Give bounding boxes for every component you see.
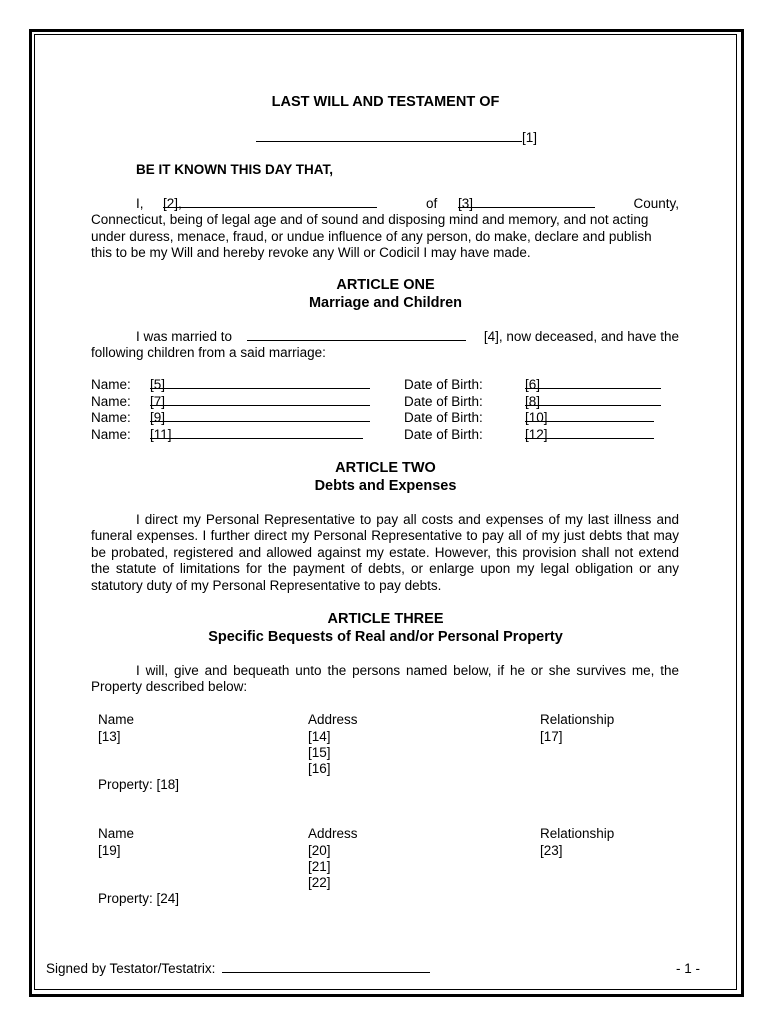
bequest-relationship-label: Relationship [540,826,615,841]
child-name-line [150,377,370,389]
bequest-name-field[interactable]: [13] [98,729,121,744]
article-two-body: I direct my Personal Representative to pay all costs and expenses of my last illness and funeral expenses. I further direct my Personal Representative to pay all of my just debts that may be probated, registered and allowed against my estate. However, this provision shall not extend the statute of limitations for the payment of debts, or enlarge upon my legal obligation or any statutory duty of my Personal Representative to pay debts. [91,512,679,593]
article-one-subheading: Marriage and Children [308,295,463,311]
bequest-relationship-label: Relationship [540,712,615,727]
signed-label: Signed by Testator/Testatrix: [46,961,216,976]
bequest-address-field[interactable]: [15] [308,745,331,760]
married-line [91,329,679,345]
intro-line-2: Connecticut, being of legal age and of sound and disposing mind and memory, and not acting [91,212,649,227]
field-3-number: [3] [458,196,474,211]
child-name-number: [7] [150,394,166,409]
page-number: - 1 - [676,961,701,976]
field-2-line [163,196,377,208]
child-dob-label: Date of Birth: [404,410,483,425]
bequest-address-field[interactable]: [14] [308,729,331,744]
testator-field-number: [1] [522,130,538,145]
intro-line-3: under duress, menace, fraud, or undue influence of any person, do make, declare and publish [91,229,652,244]
child-dob-number: [12] [525,427,548,442]
bequest-relationship-field[interactable]: [17] [540,729,563,744]
document-title: LAST WILL AND TESTAMENT OF [271,94,500,110]
child-dob-number: [6] [525,377,541,392]
married-suffix: [4], now deceased, and have the [483,329,679,344]
field-3-line [458,196,595,208]
bequest-address-field[interactable]: [22] [308,875,331,890]
known-heading: BE IT KNOWN THIS DAY THAT, [136,162,334,177]
child-dob-label: Date of Birth: [404,427,483,442]
child-dob-line [525,394,661,406]
bequest-relationship-field[interactable]: [23] [540,843,563,858]
child-row [91,410,679,426]
child-name-label: Name: [91,410,131,425]
married-line-2: following children from a said marriage: [91,345,326,360]
intro-of-label: of [426,196,438,211]
child-name-label: Name: [91,377,131,392]
child-dob-line [525,377,661,389]
article-three-heading: ARTICLE THREE [327,611,444,627]
signature-area[interactable] [46,961,430,977]
signature-line [222,961,430,973]
article-three-body: I will, give and bequeath unto the persons named below, if he or she survives me, the Property described below: [91,663,679,695]
bequest-address-field[interactable]: [20] [308,843,331,858]
field-2-number: [2], [163,196,182,211]
child-name-line [150,427,363,439]
intro-county-label: County, [633,196,679,211]
child-name-number: [5] [150,377,166,392]
bequest-address-label: Address [308,826,358,841]
child-dob-label: Date of Birth: [404,394,483,409]
intro-line-4: this to be my Will and hereby revoke any Will or Codicil I may have made. [91,245,531,260]
intro-first-line [91,196,679,212]
testator-name-field[interactable] [256,130,537,146]
child-name-line [150,394,370,406]
child-dob-number: [8] [525,394,541,409]
bequest-address-field[interactable]: [21] [308,859,331,874]
child-row [91,377,679,393]
intro-i-label: I, [136,196,144,211]
child-name-label: Name: [91,394,131,409]
bequest-address-field[interactable]: [16] [308,761,331,776]
married-prefix: I was married to [136,329,233,344]
bequest-property[interactable]: Property: [24] [98,891,180,906]
bequest-property[interactable]: Property: [18] [98,777,180,792]
child-name-number: [9] [150,410,166,425]
bequest-name-label: Name [98,826,135,841]
child-dob-label: Date of Birth: [404,377,483,392]
testator-name-line [256,130,522,142]
bequest-name-field[interactable]: [19] [98,843,121,858]
child-dob-number: [10] [525,410,548,425]
bequest-address-label: Address [308,712,358,727]
article-one-heading: ARTICLE ONE [336,277,435,293]
child-name-label: Name: [91,427,131,442]
child-name-line [150,410,370,422]
article-two-heading: ARTICLE TWO [335,460,436,476]
article-two-subheading: Debts and Expenses [314,478,457,494]
field-4-line [247,329,466,341]
article-three-subheading: Specific Bequests of Real and/or Personal Property [208,629,563,645]
bequest-name-label: Name [98,712,135,727]
child-row [91,427,679,443]
child-name-number: [11] [150,427,172,442]
child-row [91,394,679,410]
